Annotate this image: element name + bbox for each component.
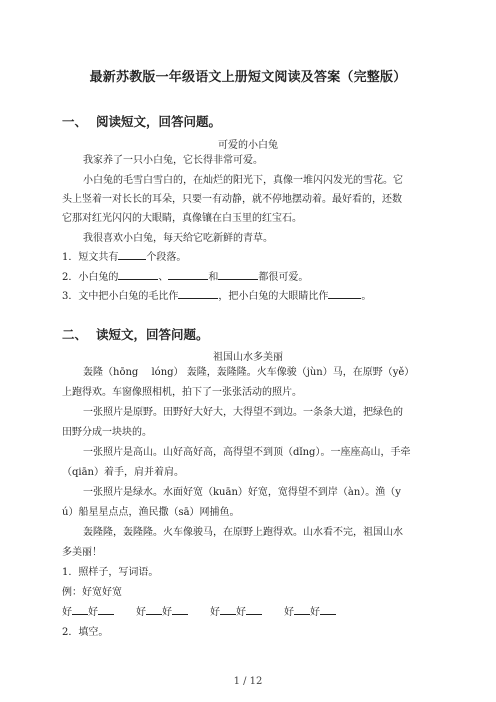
story-2-line: 上跑得欢。车窗像照相机，拍下了一张张活动的照片。	[62, 387, 302, 398]
answer-blank[interactable]	[72, 603, 88, 615]
story-1-line: 它那对红光闪闪的大眼睛，真像镶在白玉里的红宝石。	[62, 213, 302, 224]
answer-blank[interactable]	[328, 287, 361, 299]
story-2-line: （qiān）着手，肩并着肩。	[62, 467, 185, 478]
section-2-heading	[62, 325, 209, 343]
story-1-line: 我家养了一只小白兔，它长得非常可爱。	[83, 155, 263, 166]
answer-blank[interactable]	[218, 268, 258, 280]
question-1-3: 3．文中把小白兔的毛比作 ，把小白兔的大眼睛比作 。	[62, 287, 437, 306]
answer-blank[interactable]	[172, 603, 188, 615]
answer-blank[interactable]	[118, 268, 158, 280]
answer-blank[interactable]	[118, 248, 146, 260]
story-1-line: 我很喜欢小白兔，每天给它吃新鲜的青草。	[83, 233, 273, 244]
question-2-2: 2．填空。	[62, 627, 109, 638]
section-2-heading-text: 读短文，回答问题。	[96, 327, 209, 342]
section-1-heading	[62, 112, 221, 130]
answer-blank[interactable]	[220, 603, 236, 615]
section-1-number: 一、	[62, 114, 88, 129]
answer-blank[interactable]	[320, 603, 336, 615]
question-2-1: 1．照样子，写词语。	[62, 567, 159, 578]
answer-blank[interactable]	[294, 603, 310, 615]
word-pattern: 好 好	[62, 603, 114, 622]
answer-blank[interactable]	[246, 603, 262, 615]
answer-blank[interactable]	[98, 603, 114, 615]
story-2-line: 轰隆隆，轰隆隆。火车像骏马，在原野上跑得欢。山水看不完，祖国山水	[83, 527, 403, 538]
story-2-line: 一张照片是原野。田野好大好大，大得望不到边。一条条大道，把绿色的	[83, 407, 403, 418]
story-2-line: 一张照片是高山。山好高好高，高得望不到顶（dǐng）。一座座高山，手牵	[83, 447, 411, 458]
word-pattern: 好 好	[136, 603, 188, 622]
question-1-1: 1．短文共有 个段落。	[62, 248, 437, 267]
story-2-line: 田野分成一块块的。	[62, 427, 152, 438]
story-2-line: 多美丽！	[62, 547, 102, 558]
page-number: 1 / 12	[233, 676, 263, 687]
question-1-2: 2．小白兔的 、 和 都很可爱。	[62, 268, 437, 287]
story-2-line: 轰隆（hōng lóng） 轰隆，轰隆隆。火车像骏（jùn）马，在原野（yě）	[83, 367, 415, 378]
section-2-number: 二、	[62, 327, 88, 342]
document-title: 最新苏教版一年级语文上册短文阅读及答案（完整版）	[89, 70, 407, 85]
section-1-heading-text: 阅读短文，回答问题。	[96, 114, 222, 129]
example-text: 例：好宽好宽	[62, 587, 122, 598]
story-2-title: 祖国山水多美丽	[213, 352, 283, 363]
answer-blank[interactable]	[146, 603, 162, 615]
story-2-line: ú）船星星点点，渔民撒（sā）网捕鱼。	[62, 507, 240, 518]
story-1-line: 头上竖着一对长长的耳朵，只要一有动静，就不停地摆动着。最好看的，还数	[62, 194, 402, 205]
answer-blank[interactable]	[178, 287, 218, 299]
answer-blank[interactable]	[168, 268, 208, 280]
story-2-line: 一张照片是绿水。水面好宽（kuān）好宽，宽得望不到岸（àn）。渔（y	[83, 487, 401, 498]
word-pattern: 好 好	[210, 603, 262, 622]
story-1-line: 小白兔的毛雪白雪白的，在灿烂的阳光下，真像一堆闪闪发光的雪花。它	[83, 175, 403, 186]
word-pattern: 好 好	[284, 603, 336, 622]
word-pattern-row	[62, 603, 437, 622]
story-1-title: 可爱的小白兔	[218, 140, 278, 151]
